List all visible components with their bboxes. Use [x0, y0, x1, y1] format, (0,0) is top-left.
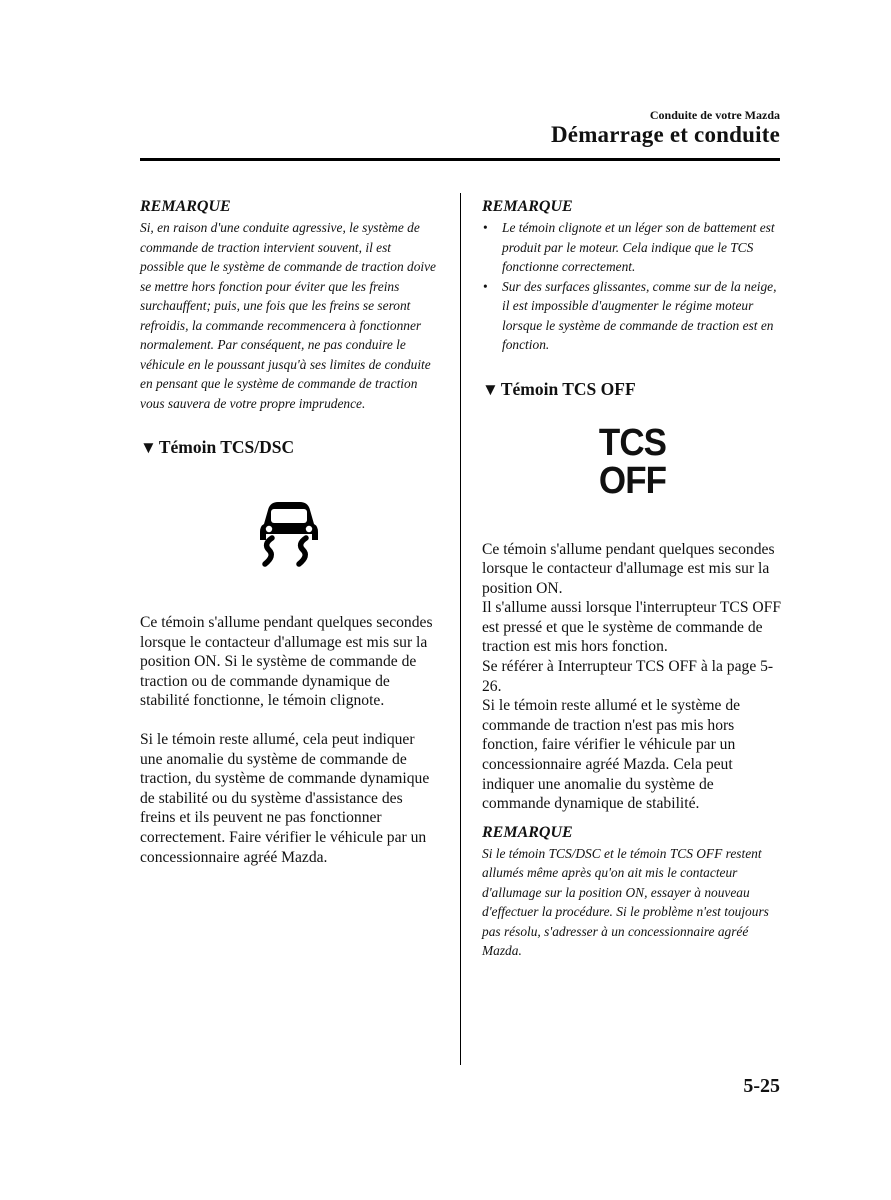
- note-heading: REMARQUE: [140, 198, 231, 215]
- tcs-dsc-skid-car-icon: [258, 500, 320, 568]
- left-column: [140, 196, 438, 867]
- note-text: Si, en raison d'une conduite agressive, le système de commande de traction intervient souvent, il est possible que le système de commande de traction doive se mettre hors fonction pour éviter que les freins surchauffent; puis, une fois que les freins se seront refroidis, la commande recommencera à fonctionner normalement. Par conséquent, ne pas conduire le véhicule en le poussant jusqu'à ses limites de conduite en pensant que le système de commande de traction vous sauvera de votre propre imprudence.: [140, 220, 436, 411]
- tcs-dsc-paragraph-2: Si le témoin reste allumé, cela peut indiquer une anomalie du système de commande de traction, du système de commande dynamique de stabilité ou du système d'assistance des freins et ils peuvent ne pas fonctionner correctement. Faire vérifier le véhicule par un concessionnaire agréé Mazda.: [140, 730, 430, 866]
- running-header-section: Conduite de votre Mazda: [649, 108, 780, 122]
- section-heading-text: Témoin TCS/DSC: [158, 437, 295, 457]
- triangle-marker-icon: ▼: [140, 438, 157, 457]
- column-divider: [460, 193, 461, 1065]
- right-column: [482, 196, 782, 961]
- tcs-off-line-3: Se référer à Interrupteur TCS OFF à la page 5-26.: [482, 658, 774, 695]
- tcs-off-indicator: [482, 421, 782, 502]
- tcs-off-line-2: Il s'allume aussi lorsque l'interrupteur TCS OFF est pressé et que le système de commande de traction est mis hors fonction.: [482, 599, 781, 656]
- tcs-dsc-paragraph-1: Ce témoin s'allume pendant quelques secondes lorsque le contacteur d'allumage est mis sur la position ON. Si le système de commande de traction ou de commande dynamique de stabilité fonctionne, le témoin clignote.: [140, 614, 433, 710]
- tcs-off-icon-line-1: TCS: [598, 421, 666, 464]
- note-bullet: • Le témoin clignote et un léger son de battement est produit par le moteur. Cela indique que le TCS fonctionne correctement.: [482, 218, 782, 277]
- note-bullet-list: [482, 218, 782, 355]
- note-bullet: • Sur des surfaces glissantes, comme sur de la neige, il est impossible d'augmenter le régime moteur lorsque le système de commande de traction est en fonction.: [482, 277, 782, 355]
- triangle-marker-icon: ▼: [482, 379, 499, 399]
- tcs-off-icon: [598, 421, 666, 502]
- note-text: Si le témoin TCS/DSC et le témoin TCS OFF restent allumés même après qu'on ait mis le contacteur d'allumage sur la position ON, essayer à nouveau d'effectuer la procédure. Si le problème n'est toujours pas résolu, s'adresser à un concessionnaire agréé Mazda.: [482, 845, 769, 959]
- page-title: Démarrage et conduite: [550, 122, 780, 147]
- tcs-off-line-1: Ce témoin s'allume pendant quelques secondes lorsque le contacteur d'allumage est mis sur la position ON.: [482, 540, 775, 597]
- section-heading-tcs-dsc: [140, 435, 438, 460]
- header-divider: [140, 158, 780, 161]
- tcs-dsc-indicator: [140, 500, 438, 568]
- note-heading: REMARQUE: [482, 198, 573, 215]
- tcs-off-icon-line-2: OFF: [598, 459, 666, 502]
- note-heading: REMARQUE: [482, 823, 573, 841]
- section-heading-text: Témoin TCS OFF: [500, 378, 636, 399]
- page-number: 5-25: [743, 1075, 780, 1097]
- section-heading-tcs-off: [482, 377, 782, 402]
- tcs-off-line-4: Si le témoin reste allumé et le système de commande de traction n'est pas mis hors fonction, faire vérifier le véhicule par un concessionnaire agréé Mazda. Cela peut indiquer une anomalie du système de commande dynamique de stabilité.: [482, 697, 741, 813]
